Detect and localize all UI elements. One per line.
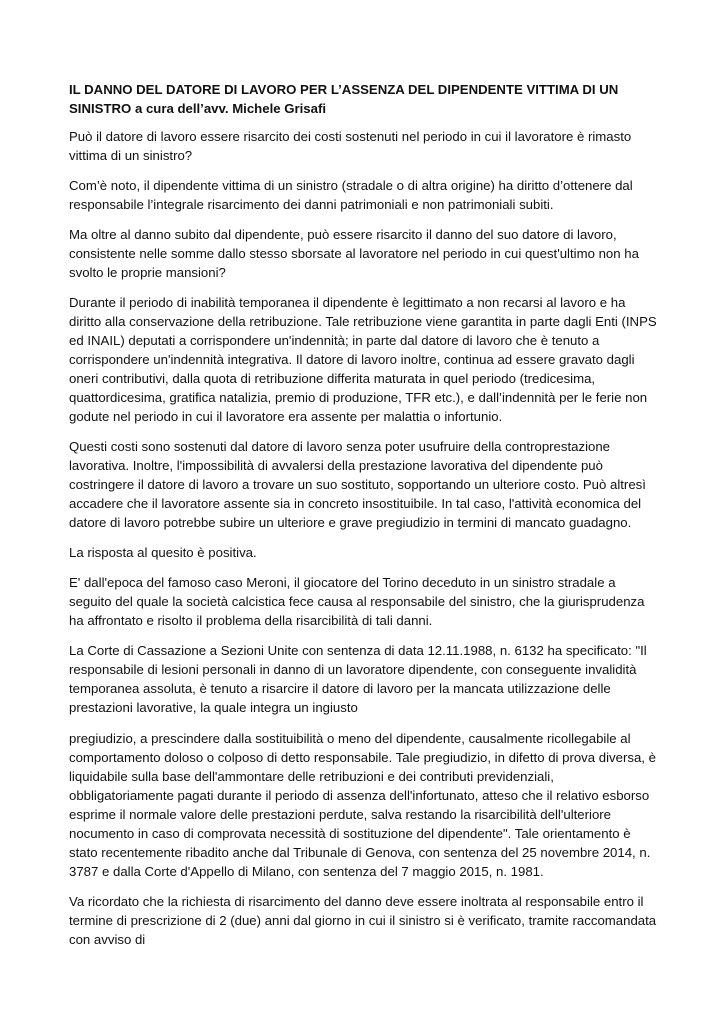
paragraph-temporary-disability: Durante il periodo di inabilità temporanea il dipendente è legittimato a non recarsi al lavoro e ha diritto alla conservazione della retribuzione. Tale retribuzione viene garantita in parte dagli Enti (INPS ed INAIL) deputati a corrispondere un'indennità; in parte dal datore di lavoro che è tenuto a corrispondere un'indennità integrativa. Il datore di lavoro inoltre, continua ad essere gravato dagli oneri contributivi, dalla quota di retribuzione differita maturata in quel periodo (tredicesima, quattordicesima, gratifica natalizia, premio di produzione, TFR etc.), e dall’indennità per le ferie non godute nel periodo in cui il lavoratore era assente per malattia o infortunio. bbox=[69, 295, 657, 424]
paragraph-answer: La risposta al quesito è positiva. bbox=[69, 545, 257, 560]
paragraph-employer-damage: Ma oltre al danno subito dal dipendente, può essere risarcito il danno del suo datore di lavoro, consistente nelle somme dallo stesso sborsate al lavoratore nel periodo in cui quest'ultimo non ha svolto le proprie mansioni? bbox=[69, 227, 639, 280]
paragraph-pregiudizio: pregiudizio, a prescindere dalla sostituibilità o meno del dipendente, causalmente ricollegabile al comportamento doloso o colposo di detto responsabile. Tale pregiudizio, in difetto di prova diversa, è liquidabile sulla base dell'ammontare delle retribuzioni e dei contributi previdenziali, obbligatoriamente pagati durante il periodo di assenza dell'infortunato, atteso che il relativo esborso esprime il normale valore delle prestazioni perdute, salva restando la risarcibilità dell'ulteriore nocumento in caso di comprovata necessità di sostituzione del dipendente". Tale orientamento è stato recentemente ribadito anche dal Tribunale di Genova, con sentenza del 25 novembre 2014, n. 3787 e dalla Corte d'Appello di Milano, con sentenza del 7 maggio 2015, n. 1981. bbox=[69, 731, 656, 879]
document-title: IL DANNO DEL DATORE DI LAVORO PER L’ASSENZA DEL DIPENDENTE VITTIMA DI UN SINISTRO a cura dell’avv. Michele Grisafi bbox=[69, 82, 619, 116]
paragraph-victim-rights: Com’è noto, il dipendente vittima di un sinistro (stradale o di altra origine) ha diritto d’ottenere dal responsabile l’integrale risarcimento dei danni patrimoniali e non patrimoniali subiti. bbox=[69, 178, 633, 212]
paragraph-prescription: Va ricordato che la richiesta di risarcimento del danno deve essere inoltrata al responsabile entro il termine di prescrizione di 2 (due) anni dal giorno in cui il sinistro si è verificato, tramite raccomandata con avviso di bbox=[69, 894, 657, 947]
paragraph-meroni-case: E' dall'epoca del famoso caso Meroni, il giocatore del Torino deceduto in un sinistro stradale a seguito del quale la società calcistica fece causa al responsabile del sinistro, che la giurisprudenza ha affrontato e risolto il problema della risarcibilità di tali danni. bbox=[69, 575, 645, 628]
paragraph-cassazione: La Corte di Cassazione a Sezioni Unite con sentenza di data 12.11.1988, n. 6132 ha specificato: "Il responsabile di lesioni personali in danno di un lavoratore dipendente, con conseguente invalidità temporanea assoluta, è tenuto a risarcire il datore di lavoro per la mancata utilizzazione delle prestazioni lavorative, la quale integra un ingiusto bbox=[69, 643, 647, 715]
paragraph-question: Può il datore di lavoro essere risarcito dei costi sostenuti nel periodo in cui il lavoratore è rimasto vittima di un sinistro? bbox=[69, 129, 632, 163]
paragraph-employer-costs: Questi costi sono sostenuti dal datore di lavoro senza poter usufruire della controprestazione lavorativa. Inoltre, l'impossibilità di avvalersi della prestazione lavorativa del dipendente può costringere il datore di lavoro a trovare un suo sostituto, sopportando un ulteriore costo. Può altresì accadere che il lavoratore assente sia in concreto insostituibile. In tal caso, l'attività economica del datore di lavoro potrebbe subire un ulteriore e grave pregiudizio in termini di mancato guadagno. bbox=[69, 439, 646, 530]
